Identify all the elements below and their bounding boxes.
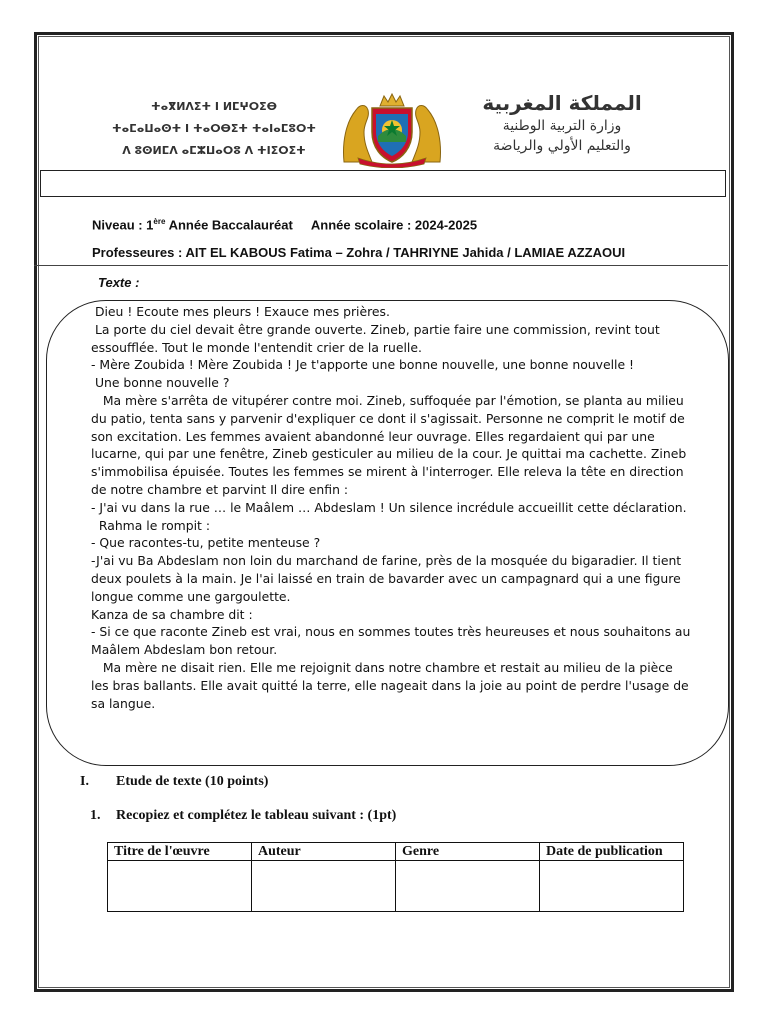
question-text: Recopiez et complétez le tableau suivant : (1pt) [116, 808, 397, 823]
level-year-line [92, 217, 477, 232]
section-number: I. [80, 774, 89, 789]
title-box [40, 170, 726, 197]
passage-paragraph: Rahma le rompit : [91, 517, 211, 533]
passage-paragraph: Ma mère ne disait rien. Elle me rejoignit dans notre chambre et restait au milieu de la pièce les bras ballants. Elle avait quitté la terre, elle nageait dans la joie au point de perdre l'usage de sa langue. [91, 659, 693, 711]
passage-paragraph: Une bonne nouvelle ? [91, 375, 230, 391]
passage [91, 303, 695, 712]
table-cell [396, 861, 540, 912]
table-cell [252, 861, 396, 912]
level-label: Niveau : 1 [92, 217, 154, 233]
table-header-cell: Titre de l'œuvre [108, 843, 252, 861]
question-1 [90, 808, 396, 824]
arabic-line-1: المملكة المغربية [482, 91, 642, 115]
table-header-cell: Auteur [252, 843, 396, 861]
section-heading [80, 774, 268, 790]
table-header-row [108, 843, 684, 861]
answer-table [107, 842, 684, 912]
school-year: Année scolaire : 2024-2025 [310, 217, 478, 233]
section-title: Etude de texte (10 points) [116, 774, 269, 789]
table-header-cell: Genre [396, 843, 540, 861]
texte-label: Texte : [98, 275, 140, 290]
header-arabic [458, 90, 666, 156]
table-row [108, 861, 684, 912]
passage-paragraph: - Que racontes-tu, petite menteuse ? [91, 535, 321, 551]
tifinagh-line-3: ⴷ ⵓⵙⵍⵎⴷ ⴰⵎⵣⵡⴰⵔⵓ ⴷ ⵜⵏⵉⵔⵉⵜ [122, 144, 306, 157]
passage-paragraph: Ma mère s'arrêta de vitupérer contre moi. Zineb, suffoquée par l'émotion, se planta au milieu du patio, tenta sans y parvenir d'expliquer ce dont il s'agissait. Personne ne comprit le motif de son excitation. Les femmes avaient abandonné leur ouvrage. Elles regardaient qui par une lucarne, qui par une fenêtre, Zineb gesticuler au milieu de la cour. Je quittai ma cachette. Zineb s'immobilisa épuisée. Toutes les femmes se mirent à l'interroger. Elle releva la tête en direction de notre chambre et parvint Il dire enfin : [91, 392, 691, 497]
level-superscript: ère [153, 217, 166, 226]
passage-paragraph: - Si ce que raconte Zineb est vrai, nous en sommes toutes très heureuses et nous souhaitons au Maâlem Abdeslam bon retour. [91, 624, 695, 658]
table-cell [540, 861, 684, 912]
passage-paragraph: Kanza de sa chambre dit : [91, 606, 253, 622]
tifinagh-line-1: ⵜⴰⴳⵍⴷⵉⵜ ⵏ ⵍⵎⵖⵔⵉⴱ [150, 100, 277, 113]
passage-paragraph: Dieu ! Ecoute mes pleurs ! Exauce mes prières. [91, 304, 390, 319]
passage-paragraph: -J'ai vu Ba Abdeslam non loin du marchand de farine, près de la mosquée du bigaradier. Il tient deux poulets à la main. Je l'ai laissé en train de bavarder avec un campagnard qui a une figure longue comme une gargoulette. [91, 553, 686, 604]
passage-paragraph: - J'ai vu dans la rue … le Maâlem … Abdeslam ! Un silence incrédule accueillit cette déclaration. [91, 499, 687, 515]
header-tifinagh [104, 96, 324, 162]
question-number: 1. [90, 808, 101, 823]
header-divider [34, 265, 728, 266]
arabic-line-2: وزارة التربية الوطنية [502, 118, 622, 134]
passage-paragraph: - Mère Zoubida ! Mère Zoubida ! Je t'apporte une bonne nouvelle, une bonne nouvelle ! [91, 357, 635, 373]
arabic-line-3: والتعليم الأولي والرياضة [493, 138, 631, 154]
teachers-line: Professeures : AIT EL KABOUS Fatima – Zohra / TAHRIYNE Jahida / LAMIAE AZZAOUI [92, 245, 626, 260]
table-header-cell: Date de publication [540, 843, 684, 861]
tifinagh-line-2: ⵜⴰⵎⴰⵡⴰⵙⵜ ⵏ ⵜⴰⵔⴱⵉⵜ ⵜⴰⵏⴰⵎⵓⵔⵜ [112, 122, 316, 135]
passage-paragraph: La porte du ciel devait être grande ouverte. Zineb, partie faire une commission, revint tout essoufflée. Tout le monde l'entendit crier de la ruelle. [91, 321, 664, 355]
level-rest: Année Baccalauréat [165, 217, 293, 233]
royal-emblem-icon [338, 92, 446, 168]
table-cell [108, 861, 252, 912]
